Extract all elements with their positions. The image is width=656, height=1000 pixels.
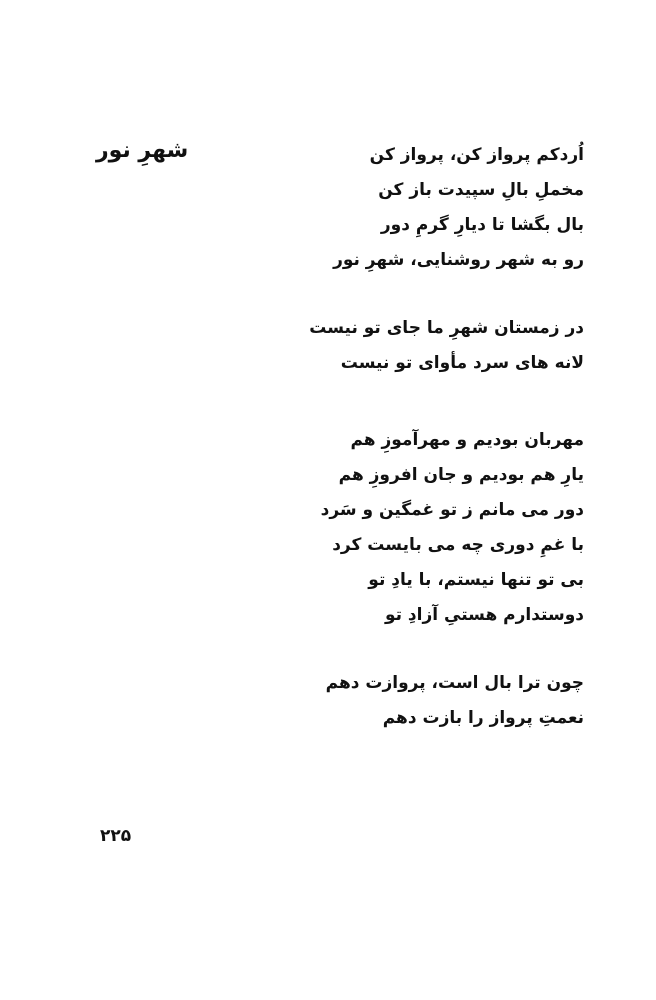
- poem-line: لانه های سرد مأوای تو نیست: [340, 353, 584, 373]
- poem-line: دوستدارم هستیِ آزادِ تو: [384, 605, 584, 625]
- poem-line: دور می مانم ز تو غمگین و سَرد: [320, 500, 584, 520]
- poem-line: یارِ هم بودیم و جان افروزِ هم: [338, 465, 584, 485]
- poem-line: در زمستان شهرِ ما جای تو نیست: [309, 318, 584, 338]
- poem-title: شهرِ نور: [96, 138, 189, 163]
- stanza-1: [224, 138, 584, 278]
- stanza-2: [224, 311, 584, 381]
- poem-line: نعمتِ پرواز را بازت دهم: [382, 708, 584, 728]
- page-number: ۲۲۵: [100, 826, 132, 846]
- poem-line: اُردکم پرواز کن، پرواز کن: [369, 145, 584, 165]
- poem-line: مهربان بودیم و مهرآموزِ هم: [350, 430, 584, 450]
- poem-line: بی تو تنها نیستم، با یادِ تو: [368, 570, 584, 590]
- stanza-4: [224, 666, 584, 736]
- poem-line: چون ترا بال است، پروازت دهم: [325, 673, 584, 693]
- poem-body: [224, 138, 584, 736]
- poem-line: با غمِ دوری چه می بایست کرد: [332, 535, 584, 555]
- poem-line: رو به شهر روشنایی، شهرِ نور: [333, 250, 584, 270]
- poem-line: بال بگشا تا دیارِ گرمِ دور: [380, 215, 584, 235]
- stanza-3: [224, 423, 584, 633]
- poem-line: مخملِ بالِ سپیدت باز کن: [378, 180, 584, 200]
